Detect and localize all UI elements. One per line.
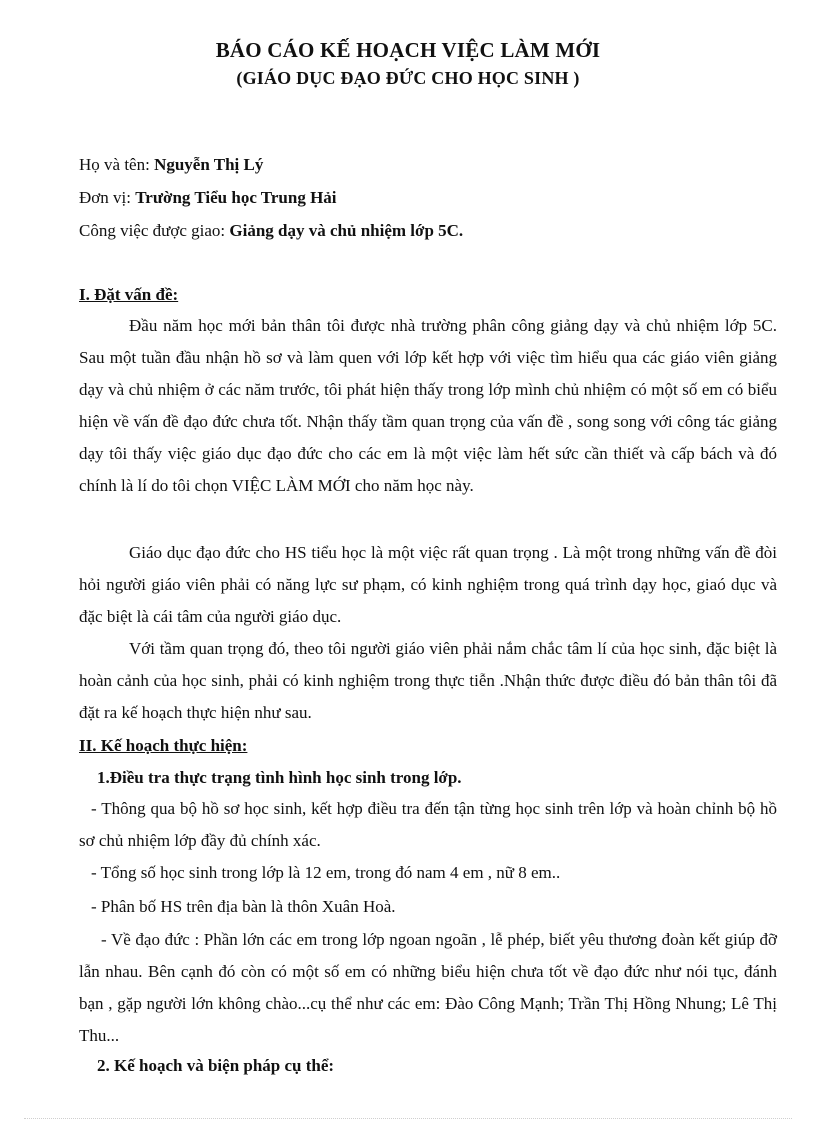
unit-value: Trường Tiểu học Trung Hải xyxy=(135,188,337,207)
section2-item-1: - Thông qua bộ hồ sơ học sinh, kết hợp điều tra đến tận từng học sinh trên lớp và hoàn chỉnh bộ hồ sơ chủ nhiệm lớp đầy đủ chính xác. xyxy=(79,799,777,850)
page-bottom-divider xyxy=(24,1118,792,1119)
section1-paragraph-2: Giáo dục đạo đức cho HS tiểu học là một việc rất quan trọng . Là một trong những vấn đề đòi hỏi người giáo viên phải có năng lực sư phạm, có kinh nghiệm trong quá trình dạy học, giaó dục và đặc biệt là cái tâm của người giáo dục. xyxy=(79,543,777,626)
document-subtitle: (GIÁO DỤC ĐẠO ĐỨC CHO HỌC SINH ) xyxy=(236,68,580,88)
section1-paragraph-1: Đầu năm học mới bản thân tôi được nhà trường phân công giảng dạy và chủ nhiệm lớp 5C. Sau một tuần đầu nhận hồ sơ và làm quen với lớp kết hợp với việc tìm hiểu qua các giáo viên giảng dạy và chủ nhiệm ở các năm trước, tôi phát hiện thấy trong lớp mình chủ nhiệm có một số em có biểu hiện về vấn đề đạo đức chưa tốt. Nhận thấy tầm quan trọng của vấn đề , song song với công tác giảng dạy tôi thấy việc giáo dục đạo đức cho các em là một việc làm hết sức cần thiết và cấp bách và đó chính là lí do tôi chọn VIỆC LÀM MỚI cho năm học này. xyxy=(79,316,777,495)
name-value: Nguyễn Thị Lý xyxy=(154,155,264,174)
name-label: Họ và tên: xyxy=(79,155,155,174)
section2-subheading-2: 2. Kế hoạch và biện pháp cụ thể: xyxy=(97,1056,335,1075)
section2-item-4: - Về đạo đức : Phần lớn các em trong lớp ngoan ngoãn , lễ phép, biết yêu thương đoàn kết giúp đỡ lẫn nhau. Bên cạnh đó còn có một số em có những biểu hiện chưa tốt về đạo đức như nói tục, đánh bạn , gặp người lớn không chào...cụ thể như các em: Đào Công Mạnh; Trần Thị Hồng Nhung; Lê Thị Thu... xyxy=(79,930,777,1045)
document-title: BÁO CÁO KẾ HOẠCH VIỆC LÀM MỚI xyxy=(215,38,601,62)
unit-line xyxy=(79,188,337,208)
section1-paragraph-3: Với tầm quan trọng đó, theo tôi người giáo viên phải nắm chắc tâm lí của học sinh, đặc biệt là hoàn cảnh của học sinh, phải có kinh nghiệm trong thực tiễn .Nhận thức được điều đó bản thân tôi đã đặt ra kế hoạch thực hiện như sau. xyxy=(79,639,777,722)
unit-label: Đơn vị: xyxy=(79,188,136,207)
section1-heading: I. Đặt vấn đề: xyxy=(79,285,179,304)
name-line xyxy=(79,155,263,175)
section2-subheading-1: 1.Điều tra thực trạng tình hình học sinh trong lớp. xyxy=(97,768,462,787)
section2-item-3: - Phân bố HS trên địa bàn là thôn Xuân Hoà. xyxy=(91,897,396,916)
task-label: Công việc được giao: xyxy=(79,221,230,240)
section2-heading: II. Kế hoạch thực hiện: xyxy=(79,736,248,755)
task-value: Giảng dạy và chủ nhiệm lớp 5C. xyxy=(229,221,464,240)
section2-item-2: - Tổng số học sinh trong lớp là 12 em, trong đó nam 4 em , nữ 8 em.. xyxy=(91,863,561,882)
task-line xyxy=(79,221,463,241)
